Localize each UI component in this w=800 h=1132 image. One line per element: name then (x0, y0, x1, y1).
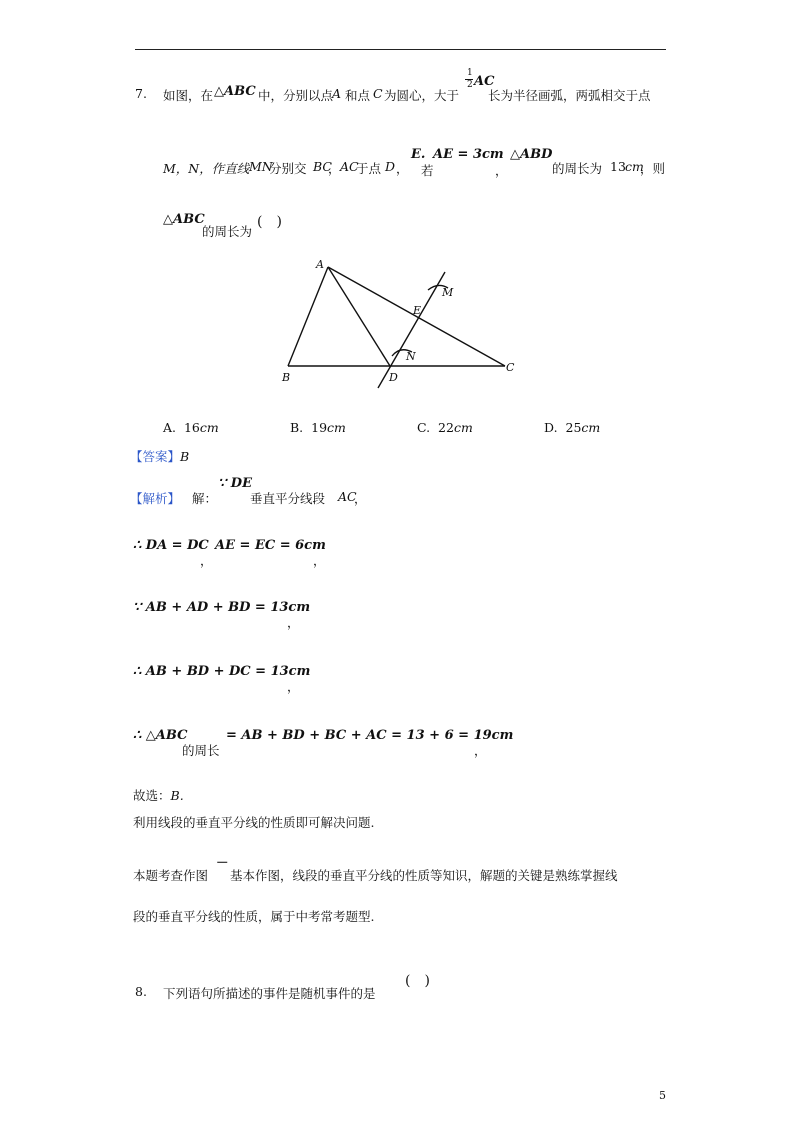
analysis-text: ， (200, 553, 213, 568)
analysis-text: ， (354, 491, 367, 506)
point-c: C (373, 86, 383, 101)
q7-text: ，则 (640, 161, 666, 176)
segment-ac: AC (340, 159, 359, 174)
q7-text: 分别交 (269, 161, 307, 176)
option-a[interactable]: A. 16cm (163, 420, 219, 435)
segment-ad (328, 267, 390, 366)
label-m: M (442, 286, 454, 299)
q7-text: ， (495, 163, 508, 178)
q7-text: 的周长为 (202, 224, 253, 239)
analysis-text: ， (287, 679, 300, 694)
fraction-ac: AC (474, 74, 495, 89)
analysis-text: ， (313, 553, 326, 568)
option-b[interactable]: B. 19cm (290, 420, 346, 435)
step-1b: AE = EC = 6cm (215, 538, 326, 553)
header-rule (135, 49, 666, 50)
q7-text: 和点 (345, 88, 371, 103)
q7-text: 的周长为 (552, 161, 603, 176)
triangle-abc: △ABC (214, 84, 256, 99)
analysis-note: 本题考查作图 (133, 868, 209, 883)
label-e: E (413, 304, 422, 317)
question-number: 7. (135, 86, 147, 101)
q7-text: 中，分别以点 (258, 88, 334, 103)
analysis-text: ， (474, 743, 487, 758)
step-1: ∴ DA = DC (133, 538, 209, 553)
q7-text: M，N，作直线 (163, 161, 250, 176)
triangle-abd: △ABD (510, 147, 553, 162)
q7-text: ， (396, 161, 409, 176)
label-n: N (406, 350, 416, 363)
analysis-text: ， (287, 615, 300, 630)
label-c: C (506, 361, 515, 374)
point-e: E. (411, 147, 426, 162)
step-4: = AB + BD + BC + AC = 13 + 6 = 19cm (226, 728, 514, 743)
q7-text: 如图，在 (163, 88, 214, 103)
q7-text: 若 (421, 163, 434, 178)
fraction-denominator: 2 (467, 80, 473, 90)
analysis-text: 的周长 (182, 743, 220, 758)
perimeter-value: 13 (610, 159, 626, 174)
q7-text: 为圆心，大于 (384, 88, 460, 103)
triangle-abc: △ABC (163, 212, 205, 227)
analysis-text: 垂直平分线段 (250, 491, 326, 506)
analysis-text: 解： (192, 491, 218, 506)
step-2: ∵ AB + AD + BD = 13cm (133, 600, 311, 615)
answer-blank: ( ) (405, 973, 430, 989)
triangle-figure (270, 250, 530, 400)
option-d[interactable]: D. 25cm (544, 420, 601, 435)
q7-text: 于点 (356, 161, 382, 176)
analysis-note: 利用线段的垂直平分线的性质即可解决问题. (133, 815, 375, 830)
segment-ab (288, 267, 328, 366)
answer-line (130, 447, 189, 465)
equation-ae: AE = 3cm (433, 147, 504, 162)
dash: － (216, 855, 229, 870)
answer-value: B (180, 449, 190, 464)
perimeter-unit: cm (625, 159, 644, 174)
answer-blank: ( ) (257, 214, 282, 230)
option-c[interactable]: C. 22cm (417, 420, 473, 435)
analysis-note: 基本作图，线段的垂直平分线的性质等知识，解题的关键是熟练掌握线 (230, 868, 618, 883)
question-number: 8. (135, 984, 147, 999)
step-3: ∴ AB + BD + DC = 13cm (133, 664, 311, 679)
segment-de: ∵ DE (218, 476, 252, 491)
point-d: D (385, 159, 396, 174)
label-b: B (282, 371, 291, 384)
page-number: 5 (659, 1089, 666, 1102)
segment-bc: BC (313, 159, 332, 174)
analysis-note: 段的垂直平分线的性质，属于中考常考题型. (133, 909, 375, 924)
label-d: D (389, 371, 398, 384)
q7-text: 长为半径画弧，两弧相交于点 (488, 88, 651, 103)
q8-text: 下列语句所描述的事件是随机事件的是 (163, 986, 376, 1001)
step-4-triangle: ∴ △ABC (133, 728, 188, 743)
answer-tag: 【答案】 (130, 449, 181, 464)
choose-line: 故选：B. (133, 788, 184, 803)
q7-text: ， (328, 161, 341, 176)
point-a: A (332, 86, 342, 101)
fraction-numerator: 1 (467, 68, 473, 78)
label-a: A (316, 258, 324, 271)
segment-ac: AC (338, 489, 357, 504)
line-mn: MN (249, 159, 273, 174)
analysis-tag: 【解析】 (130, 491, 181, 506)
